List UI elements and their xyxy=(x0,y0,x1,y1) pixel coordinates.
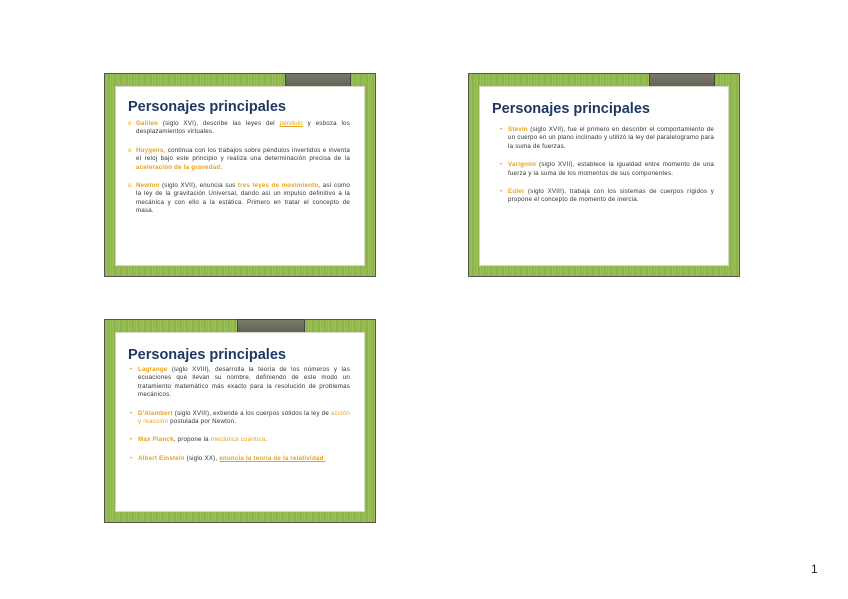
item-text: (siglo XVII), enuncia sus xyxy=(159,182,238,190)
person-name: Lagrange xyxy=(138,366,168,373)
person-name: Varignon xyxy=(508,161,537,169)
slide-panel xyxy=(115,86,365,266)
slide-title: Personajes principales xyxy=(128,347,286,363)
item-text: postulada por Newton. xyxy=(168,418,237,426)
item-text: y esboza los desplazamientos virtuales. xyxy=(136,120,350,136)
bullet-icon: • xyxy=(500,127,503,133)
bullet-icon: o xyxy=(128,183,132,190)
highlight-link[interactable]: péndulo xyxy=(279,120,303,127)
item-text: (siglo XVI), describe las leyes del xyxy=(158,120,280,127)
person-name: D'Alambert xyxy=(138,409,173,417)
slide-panel xyxy=(115,332,365,512)
list-item xyxy=(128,120,350,137)
item-text: , así como la ley de la gravitación Universal, dando así un impulso definitivo a la mecánica y con ello a la estática. Primero en tratar el concepto de masa. xyxy=(136,182,350,215)
list-item xyxy=(128,147,350,172)
person-name: Huygens, xyxy=(136,146,166,154)
highlight-text: mecánica cuántica xyxy=(210,436,266,444)
item-text: (siglo XVIII), trabaja con los sistemas de cuerpos rígidos y propone el concepto de momento de inercia. xyxy=(508,188,714,204)
slide-2 xyxy=(468,73,740,277)
person-name: Max Planck xyxy=(138,436,174,444)
list-item xyxy=(500,161,714,178)
person-name: Euler xyxy=(508,188,525,196)
item-text: . xyxy=(220,163,223,171)
item-text: , propone la xyxy=(173,436,211,444)
slide-title: Personajes principales xyxy=(492,101,650,117)
bullet-list xyxy=(128,366,350,463)
slide-3 xyxy=(104,319,376,523)
item-text: (siglo XVIII), extiende a los cuerpos sólidos la ley de xyxy=(172,409,331,417)
person-name: Galileo xyxy=(136,120,159,127)
item-text: . xyxy=(323,454,326,462)
person-name: Stevin xyxy=(508,126,528,133)
slide-1 xyxy=(104,73,376,277)
list-item xyxy=(130,366,350,400)
list-item xyxy=(130,410,350,427)
highlight-text: tres leyes de movimiento xyxy=(237,182,319,190)
bullet-icon: • xyxy=(130,455,133,462)
bullet-icon: • xyxy=(130,437,133,444)
bullet-icon: • xyxy=(500,162,503,169)
bullet-icon: • xyxy=(500,189,503,196)
bullet-icon: o xyxy=(128,147,132,154)
bullet-icon: • xyxy=(130,367,133,373)
bullet-list xyxy=(128,120,350,216)
list-item xyxy=(128,182,350,216)
item-text: . xyxy=(265,436,268,444)
highlight-link[interactable]: acción y reacción xyxy=(138,409,350,426)
item-text: (siglo XX), xyxy=(184,454,220,462)
list-item xyxy=(500,188,714,205)
list-item xyxy=(130,455,350,463)
highlight-text: aceleración de la gravedad xyxy=(136,163,221,171)
slide-title: Personajes principales xyxy=(128,99,286,115)
bullet-list xyxy=(492,126,714,205)
page-number: 1 xyxy=(811,562,818,576)
person-name: Albert Einstein xyxy=(138,454,185,462)
item-text: (siglo XVII), fue el primero en describir el comportamiento de un cuerpo en un plano inclinado y utilizó la ley del paralelogramo para la suma de fuerzas. xyxy=(508,126,714,150)
list-item xyxy=(130,436,350,444)
item-text: (siglo XVII), establece la igualdad entre momento de una fuerza y la suma de los momentos de sus componentes. xyxy=(508,161,714,177)
list-item xyxy=(500,126,714,151)
highlight-link[interactable]: enuncia la teoría de la relatividad xyxy=(219,454,324,462)
bullet-icon: • xyxy=(130,410,133,417)
bullet-icon: o xyxy=(128,121,132,127)
item-text: (siglo XVIII), desarrolla la teoría de los números y las ecuaciones que llevan su nombre, definiendo de este modo un tratamiento matemático más exacto para la resolución de problemas mecánicos. xyxy=(138,366,350,399)
item-text: continua con los trabajos sobre péndulos invertidos e inventa el reloj bajo este principio y realiza una determinación precisa de la xyxy=(136,146,350,163)
slide-panel xyxy=(479,86,729,266)
person-name: Newton xyxy=(136,182,160,190)
